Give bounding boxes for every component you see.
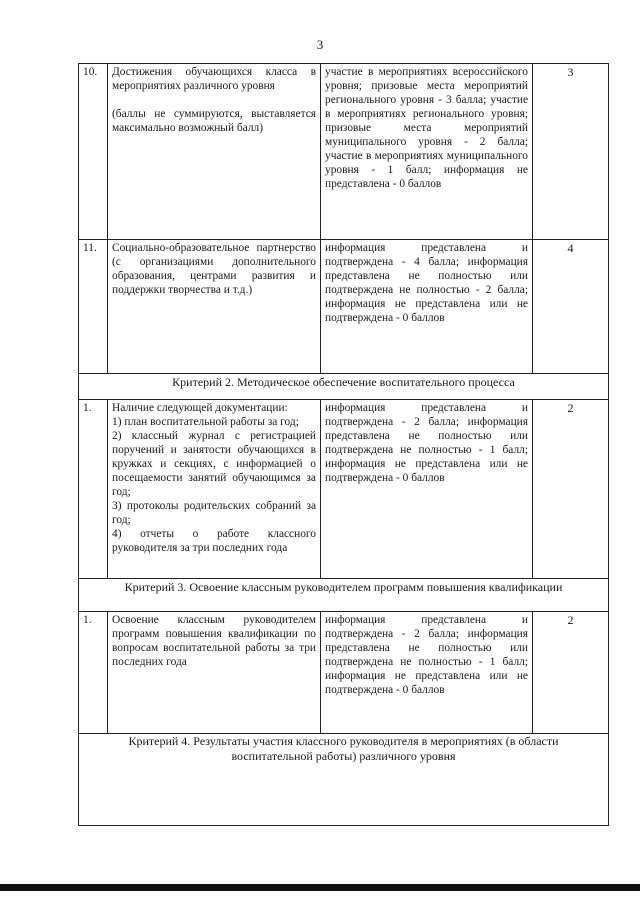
evaluation-criteria: информация представлена и подтверждена - 4 балла; информация представлена не полностью или подтверждена не полностью - 2 балла; информация не представлена или не подтверждена - 0 баллов — [321, 240, 533, 374]
evaluation-criteria: информация представлена и подтверждена - 2 балла; информация представлена не полностью или подтверждена не полностью - 1 балл; информация не представлена или не подтверждена - 0 баллов — [321, 400, 533, 579]
max-score: 4 — [533, 240, 609, 374]
criterion-header-row — [79, 374, 609, 400]
indicator-line: 2) классный журнал с регистрацией поручений и занятости обучающихся в кружках и секциях, с информацией о посещаемости занятий обучающимся за год; — [112, 430, 316, 498]
indicator-line: 4) отчеты о работе классного руководителя за три последних года — [112, 528, 316, 554]
indicator-title: Достижения обучающихся класса в мероприятиях различного уровня — [112, 66, 316, 92]
indicator-line: Наличие следующей документации: — [112, 402, 288, 414]
indicator-name — [108, 64, 321, 240]
row-number: 1. — [79, 612, 108, 734]
scan-edge-band — [0, 884, 640, 891]
table-row — [79, 64, 609, 240]
row-number: 11. — [79, 240, 108, 374]
criterion-heading: Критерий 3. Освоение классным руководителем программ повышения квалификации — [79, 579, 609, 612]
table-row — [79, 240, 609, 374]
indicator-name: Социально-образовательное партнерство (с организациями дополнительного образования, центрами развития и поддержки творчества и т.д.) — [108, 240, 321, 374]
criterion-heading: Критерий 4. Результаты участия классного руководителя в мероприятиях (в области воспитательной работы) различного уровня — [79, 734, 609, 826]
criterion-heading: Критерий 2. Методическое обеспечение воспитательного процесса — [79, 374, 609, 400]
criteria-table — [78, 63, 609, 826]
indicator-name: Освоение классным руководителем программ повышения квалификации по вопросам воспитательной работы за три последних года — [108, 612, 321, 734]
evaluation-criteria: участие в мероприятиях всероссийского уровня; призовые места мероприятий регионального уровня - 3 балла; участие в мероприятиях регионального уровня; призовые места мероприятий муниципального уровня - 2 балла; участие в мероприятиях муниципального уровня - 1 балл; информация не представлена - 0 баллов — [321, 64, 533, 240]
indicator-line: 3) протоколы родительских собраний за год; — [112, 500, 316, 526]
row-number: 10. — [79, 64, 108, 240]
indicator-note: (баллы не суммируются, выставляется максимально возможный балл) — [112, 108, 316, 134]
table-row — [79, 400, 609, 579]
max-score: 3 — [533, 64, 609, 240]
max-score: 2 — [533, 612, 609, 734]
criterion-header-row — [79, 734, 609, 826]
evaluation-criteria: информация представлена и подтверждена - 2 балла; информация представлена не полностью или подтверждена не полностью - 1 балл; информация не представлена или не подтверждена - 0 баллов — [321, 612, 533, 734]
row-number: 1. — [79, 400, 108, 579]
indicator-line: 1) план воспитательной работы за год; — [112, 416, 299, 428]
criterion-header-row — [79, 579, 609, 612]
page-number: 3 — [316, 37, 324, 52]
table-row — [79, 612, 609, 734]
max-score: 2 — [533, 400, 609, 579]
indicator-name — [108, 400, 321, 579]
